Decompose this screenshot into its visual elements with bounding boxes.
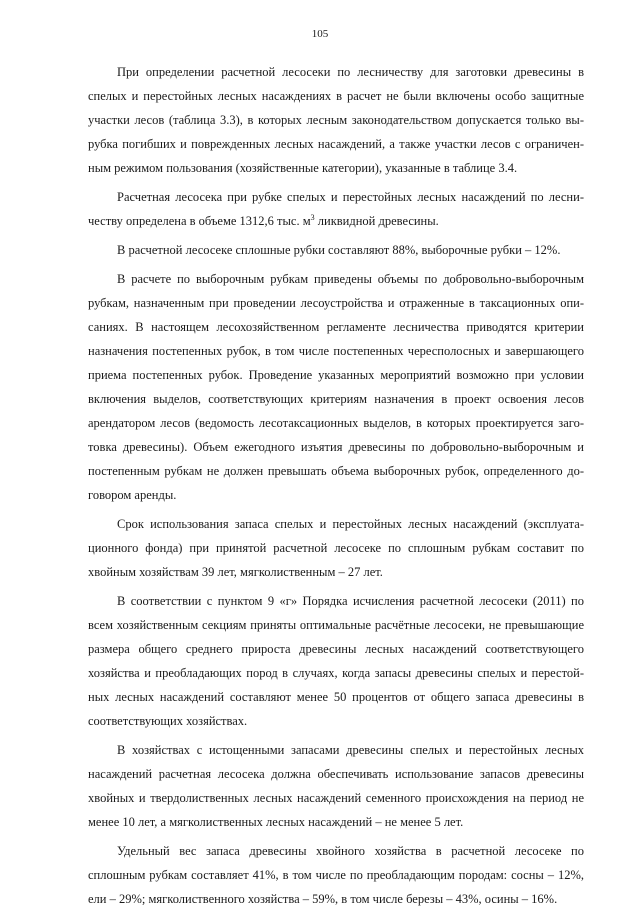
body-text xyxy=(88,60,584,916)
paragraph-depleted-stocks: В хозяйствах с истощенными запасами древесины спелых и перестойных лесных насаждений расчетная лесосека должна обеспечивать использование запасов древесины хвойных и твердолиственных лесных насаждений семенного происхождения на период не менее 10 лет, а мягколиственных лесных насаждений – не менее 5 лет. xyxy=(88,743,584,829)
paragraph-allowable-cut-volume xyxy=(88,185,584,233)
paragraph-text-tail: ликвидной древесины. xyxy=(314,214,439,228)
superscript-cubic: 3 xyxy=(310,213,315,222)
paragraph-text: Расчетная лесосека при рубке спелых и перестойных лесных насаждений по лесничеству определена в объеме 1312,6 тыс. м xyxy=(88,190,584,228)
paragraph-cut-split: В расчетной лесосеке сплошные рубки составляют 88%, выборочные рубки – 12%. xyxy=(117,243,561,257)
paragraph-optimal-cut: В соответствии с пунктом 9 «г» Порядка исчисления расчетной лесосеки (2011) по всем хозяйственным секциям приняты оптимальные расчётные лесосеки, не превышающие размера общего среднего прироста древесины лесных насаждений соответствующего хозяйства и преобладающих пород в случаях, когда запасы древесины спелых и перестойных лесных насаждений составляют менее 50 процентов от общего запаса древесины в соответствующих хозяйствах. xyxy=(88,594,584,728)
paragraph-selective-cuts: В расчете по выборочным рубкам приведены объемы по добровольно-выборочным рубкам, назначенным при проведении лесоустройства и отраженные в таксационных описаниях. В настоящем лесохозяйственном регламенте лесничества приводятся критерии назначения постепенных рубок, в том числе постепенных чересполосных и завершающего приема постепенных рубок. Проведение указанных мероприятий возможно при условии включения выделов, соответствующих критериям назначения в проект освоения лесов арендатором лесов (ведомость лесотаксационных выделов, в которых проектируется заготовка древесины). Объем ежегодного изъятия древесины по добровольно-выборочным и постепенным рубкам не должен превышать объема выборочных рубок, определенного договором аренды. xyxy=(88,272,584,502)
paragraph-excluded-areas: При определении расчетной лесосеки по лесничеству для заготовки древесины в спелых и перестойных лесных насаждениях в расчет не были включены особо защитные участки лесов (таблица 3.3), в которых лесным законодательством допускается только вырубка погибших и поврежденных лесных насаждений, а также участки лесов с ограниченным режимом пользования (хозяйственные категории), указанные в таблице 3.4. xyxy=(88,65,584,175)
page-number: 105 xyxy=(311,28,329,40)
paragraph-usage-term: Срок использования запаса спелых и перестойных лесных насаждений (эксплуатационного фонда) при принятой расчетной лесосеке по сплошным рубкам составит по хвойным хозяйствам 39 лет, мягколиственным – 27 лет. xyxy=(88,517,584,579)
paragraph-species-share: Удельный вес запаса древесины хвойного хозяйства в расчетной лесосеке по сплошным рубкам составляет 41%, в том числе по преобладающим породам: сосны – 12%, ели – 29%; мягколиственного хозяйства – 59%, в том числе березы – 43%, осины – 16%. xyxy=(88,844,584,906)
